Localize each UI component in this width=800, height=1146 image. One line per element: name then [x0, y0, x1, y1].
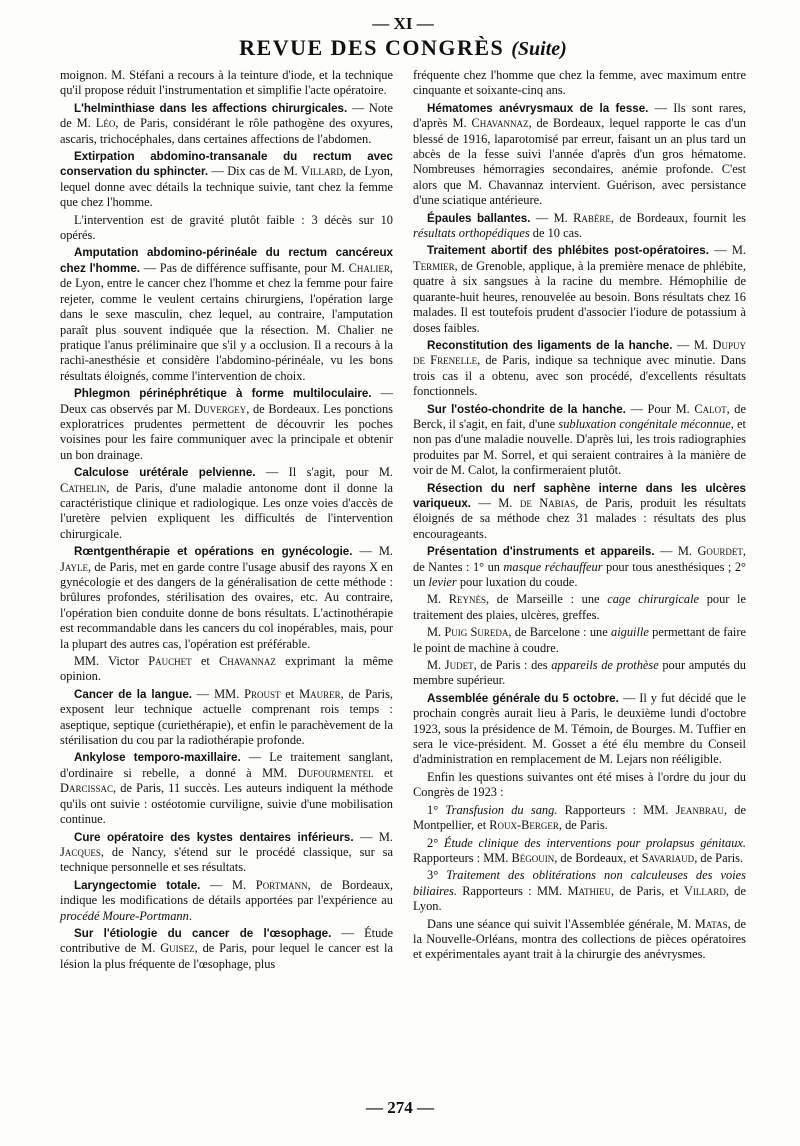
text-run: — Le traitement sanglant, d'ordinaire si rebelle, a donné à MM.: [60, 750, 393, 780]
text-run: Termier: [413, 258, 455, 273]
text-run: permettant de faire le point de machine à coudre.: [413, 625, 746, 655]
text-run: Léo: [95, 116, 116, 131]
text-run: , de Bordeaux. Les ponctions exploratrices prudentes permettent de découvrir les poches voisines pour les faire communiquer avec la principale et obtenir un bon drainage.: [60, 401, 393, 462]
text-run: 2°: [427, 835, 444, 850]
text-run: Chalier: [348, 260, 390, 275]
paragraph: [413, 544, 746, 590]
section-heading: Traitement abortif des phlébites post-opératoires.: [427, 244, 709, 258]
text-run: M.: [427, 625, 445, 640]
text-run: masque réchauffeur: [503, 559, 603, 574]
text-run: Puig Sureda: [444, 625, 509, 640]
text-run: , de la Nouvelle-Orléans, montra des collections de pièces opératoires et expérimentales ayant trait à la chirurgie des anévrysmes.: [413, 916, 746, 962]
text-run: Dufourmentel: [297, 765, 374, 780]
text-run: Gourdet: [697, 544, 743, 559]
text-run: , de Paris.: [558, 818, 608, 833]
section-heading: Assemblée générale du 5 octobre.: [427, 691, 619, 705]
paragraph: [60, 544, 393, 652]
section-heading: Cure opératoire des kystes dentaires inférieurs.: [74, 830, 354, 844]
text-run: Mathieu: [567, 883, 611, 898]
text-run: Darcissac: [60, 781, 113, 796]
paragraph: [413, 211, 746, 242]
text-run: Reynès: [448, 592, 487, 607]
text-run: pour luxation du coude.: [456, 575, 578, 589]
section-heading: Extirpation abdomino-transanale du rectum avec conservation du sphincter.: [60, 150, 393, 179]
text-run: Traitement des oblitérations non calculeuses des voies biliaires.: [413, 868, 747, 898]
section-heading: Sur l'étiologie du cancer de l'œsophage.: [74, 926, 332, 940]
text-run: — Note de M.: [60, 100, 393, 131]
text-run: de Nabias: [519, 495, 576, 510]
text-run: Jacques: [60, 844, 101, 859]
text-run: , de Paris, d'une maladie antonome dont il donne la caractéristique clinique et radiologique. Les onze voies d'accès de l'uretère pelvien expliquent les difficultés de l'intervention chirurgicale.: [60, 480, 393, 541]
section-heading: Ankylose temporo-maxillaire.: [74, 751, 241, 765]
text-run: Enfin les questions suivantes ont été mises à l'ordre du jour du Congrès de 1923 :: [413, 769, 746, 800]
paragraph: [413, 625, 746, 656]
text-run: Transfusion du sang.: [445, 802, 558, 817]
text-run: , de Nancy, s'étend sur le procédé classique, sur sa technique personnelle et ses résultats.: [60, 844, 393, 875]
two-column-body: [60, 68, 746, 974]
text-run: Proust: [244, 686, 281, 701]
text-run: Rapporteurs : MM.: [456, 883, 568, 898]
paragraph: [413, 481, 746, 543]
text-run: subluxation congénitale méconnue: [558, 416, 731, 431]
section-heading: Laryngectomie totale.: [74, 878, 201, 892]
text-run: appareils de prothèse: [551, 658, 659, 673]
text-run: moignon. M. Stéfani a recours à la teinture d'iode, et la technique qu'il propose réduit l'instrumentation et simplifie l'acte opératoire.: [60, 68, 393, 98]
paragraph: [60, 213, 393, 244]
paragraph: [60, 149, 393, 211]
text-run: Dupuy de Frenelle: [413, 337, 746, 368]
paragraph: [60, 654, 393, 685]
paragraph: [413, 917, 746, 963]
text-run: — M.: [200, 877, 256, 892]
text-run: , de Marseille : une: [486, 592, 608, 607]
text-run: , de Paris, 11 succès. Les auteurs indiquent la méthode qu'ils ont suivie : ostéotomie curviligne, suivie d'une mobilisation continue.: [60, 781, 393, 827]
text-run: , de Nantes : 1° un: [413, 544, 746, 574]
text-run: fréquente chez l'homme que chez la femme, avec maximum entre cinquante et soixante-cinq ans.: [413, 68, 746, 98]
text-run: , de Berck, il s'agit, en fait, d'une: [413, 401, 746, 431]
text-run: — Deux cas observés par M.: [60, 386, 393, 416]
text-run: résultats orthopédiques: [413, 226, 530, 241]
text-run: Jeanbrau: [675, 802, 724, 817]
section-heading: Présentation d'instruments et appareils.: [427, 545, 655, 559]
left-column: [60, 68, 393, 974]
text-run: — M.: [672, 337, 713, 352]
paragraph: [60, 245, 393, 384]
text-run: exprimant la même opinion.: [60, 654, 394, 684]
page-number: — 274 —: [366, 1098, 434, 1117]
paragraph: [60, 68, 393, 99]
paragraph: [413, 836, 746, 867]
paragraph: [413, 402, 746, 479]
section-heading: Reconstitution des ligaments de la hanche.: [427, 338, 673, 352]
text-run: — MM.: [192, 686, 245, 701]
text-run: Roux-Berger: [489, 818, 559, 833]
roman-page-number: — XI —: [372, 14, 434, 33]
text-run: , de Paris : des: [473, 658, 552, 673]
text-run: — Il y fut décidé que le prochain congrès aurait lieu à Paris, le deuxième lundi d'octobre 1923, sous la présidence de M. Témoin, de Bourges. M. Tuffier en sera le vice-président. M. Gosset a été élu membre du Conseil d'administration en remplacement de M. Lejars non rééligible.: [413, 690, 746, 767]
text-run: — M.: [471, 495, 520, 510]
text-run: — M.: [353, 829, 393, 844]
section-heading: Hématomes anévrysmaux de la fesse.: [427, 101, 649, 115]
text-run: de 10 cas.: [529, 226, 582, 241]
text-run: , de Paris.: [694, 850, 744, 865]
text-run: M.: [427, 592, 449, 607]
text-run: Dans une séance qui suivit l'Assemblée générale, M.: [427, 916, 695, 931]
section-heading: Sur l'ostéo-chondrite de la hanche.: [427, 402, 626, 416]
text-run: — M.: [654, 544, 698, 559]
text-run: 1°: [427, 802, 446, 817]
text-run: Bégouin: [511, 850, 555, 865]
text-run: , de Bordeaux, lequel rapporte le cas d'un blessé de 1916, laparotomisé par erreur, faisant un an plus tard un abcès de la fesse suivi l'année d'après d'un gros hématome. Nombreuses hémorragies secondaires, anémie profonde. C'est alors que M. Chavannaz intervient. Guérison, avec persistance d'une sciatique antérieure.: [413, 116, 746, 208]
text-run: — M.: [352, 544, 394, 559]
text-run: , et non pas d'une maladie nouvelle. D'après lui, les trois radiographies produites par M. Sorrel, et qui seraient contraires à la manière de voir de M. Calot, la confirmeraient plutôt.: [413, 416, 746, 478]
text-run: , de Paris, met en garde contre l'usage abusif des rayons X en gynécologie et des dangers de la généralisation de cette méthode : brûlures profondes, stérilisation des ovaires, etc. Au contraire, l'opération bien conduite donne de bons résultats. L'actinothérapie est recommandable dans les cancers du col inopérables, mais, pour la plupart des autres cas, l'opération est préférable.: [60, 559, 393, 651]
paragraph: [60, 878, 393, 924]
paragraph: [60, 465, 393, 542]
text-run: Chavannaz: [218, 654, 276, 669]
paragraph: [60, 687, 393, 749]
text-run: et: [373, 765, 393, 780]
right-column: [413, 68, 746, 974]
text-run: M.: [427, 658, 445, 673]
text-run: Savariaud: [641, 850, 695, 865]
text-run: , de Lyon, lequel donne avec détails la technique suivie, tant chez la femme que chez l'homme.: [60, 164, 393, 210]
text-run: , de Lyon, entre le cancer chez l'homme et chez la femme pour faire rejeter, comme le veulent certains chirurgiens, l'opération large dans le sexe masculin, chez lequel, au contraire, l'amputation paraît plus souvent indiquée que la résection. M. Chalier ne pratique l'anus préliminaire que s'il y a occlusion. Il a recours à la rachi-anesthésie et considère l'abdomino-périnéale, vu les bons résultats éloignés, comme l'intervention de choix.: [60, 260, 393, 383]
text-run: , de Montpellier, et: [413, 802, 746, 833]
text-run: , de Grenoble, applique, à la première menace de phlébite, quatre à six sangsues à la racine du membre. Hémophilie de quarante-huit heures, renouvelée au besoin. Bons résultats chez 16 malades. Il est toutefois prudent d'associer l'iodure de potassium à doses faibles.: [413, 258, 746, 335]
text-run: MM. Victor: [74, 654, 149, 669]
text-run: , de Paris, pour lequel le cancer est la lésion la plus fréquente de l'œsophage, plus: [60, 941, 393, 971]
text-run: pour amputés du membre supérieur.: [413, 658, 746, 688]
text-run: cage chirurgicale: [607, 592, 700, 607]
text-run: Villard: [683, 883, 726, 898]
paragraph: [413, 592, 746, 623]
paragraph: [60, 926, 393, 972]
text-run: Villard: [300, 164, 343, 179]
text-run: , de Paris, considérant le rôle pathogène des oxyures, ascaris, trichocéphales, dans certaines affections de l'abdomen.: [60, 116, 393, 146]
text-run: L'intervention est de gravité plutôt faible : 3 décès sur 10 opérés.: [60, 212, 393, 243]
text-run: — M.: [708, 243, 747, 258]
section-heading: Calculose urétérale pelvienne.: [74, 466, 256, 480]
section-heading: Résection du nerf saphène interne dans les ulcères variqueux.: [413, 481, 746, 510]
paragraph: [413, 101, 746, 209]
text-run: Chavannaz: [471, 116, 529, 131]
paragraph: [60, 830, 393, 876]
text-run: , de Bordeaux, fournit les: [610, 210, 746, 225]
text-run: — Il s'agit, pour M.: [255, 465, 393, 480]
text-run: — Dix cas de M.: [208, 164, 301, 179]
text-run: , de Bordeaux, indique les modifications de détails apportées par l'expérience au: [60, 877, 393, 908]
section-heading: Cancer de la langue.: [74, 687, 192, 701]
section-heading: Épaules ballantes.: [427, 211, 531, 225]
text-run: .: [188, 908, 192, 923]
text-run: Guisez: [160, 941, 195, 956]
text-run: , de Bordeaux, et: [554, 850, 642, 865]
text-run: , de Lyon.: [413, 883, 747, 914]
text-run: et: [191, 654, 219, 669]
text-run: Pauchet: [148, 654, 192, 669]
text-run: Rabère: [573, 210, 611, 225]
paragraph: [413, 658, 746, 689]
text-run: Rapporteurs : MM.: [557, 802, 676, 817]
text-run: pour tous anesthésiques ; 2° un: [413, 559, 746, 589]
paragraph: [60, 750, 393, 827]
text-run: Jayle: [60, 559, 88, 574]
paragraph: [413, 338, 746, 400]
section-heading: Rœntgenthérapie et opérations en gynécologie.: [74, 545, 353, 559]
paragraph: [60, 101, 393, 147]
text-run: procédé Moure-Portmann: [60, 908, 189, 923]
text-run: et: [280, 686, 300, 701]
text-run: Maurer: [299, 686, 341, 701]
text-run: Rapporteurs : MM.: [413, 850, 512, 865]
text-run: , de Paris, produit les résultats éloignés de sa méthode chez 31 malades : résultats des plus encourageants.: [413, 495, 746, 541]
text-run: — Étude contributive de M.: [60, 925, 393, 956]
text-run: , de Paris, indique sa technique avec minutie. Dans trois cas il a obtenu, avec son procédé, d'excellents résultats fonctionnels.: [413, 353, 747, 399]
title-suite: (Suite): [511, 38, 567, 60]
text-run: 3°: [427, 868, 447, 883]
paragraph: [413, 770, 746, 801]
text-run: aiguille: [611, 625, 649, 640]
text-run: pour le traitement des plaies, ulcères, greffes.: [413, 592, 747, 622]
text-run: — Pour M.: [625, 401, 695, 416]
section-heading: Phlegmon périnéphrétique à forme multiloculaire.: [74, 387, 372, 401]
text-run: — Ils sont rares, d'après M.: [413, 100, 746, 131]
text-run: , de Paris, et: [610, 883, 684, 898]
text-run: Judet: [444, 658, 474, 673]
text-run: Calot: [694, 401, 727, 416]
text-run: levier: [428, 575, 457, 589]
paragraph: [60, 386, 393, 463]
paragraph: [413, 803, 746, 834]
running-title: [60, 34, 746, 62]
paragraph: [413, 243, 746, 335]
text-run: Duvergey: [194, 401, 247, 416]
paragraph: [413, 691, 746, 768]
text-run: , de Paris, exposent leur technique actuelle comprenant rois temps : aseptique, septique (curiethérapie), et enfin le parachèvement de la stérilisation du cou par la radiothérapie profonde.: [60, 686, 393, 748]
paragraph: [413, 868, 746, 914]
title-text: REVUE DES CONGRÈS: [239, 35, 505, 60]
section-heading: L'helminthiase dans les affections chirurgicales.: [74, 101, 348, 115]
text-run: — M.: [530, 210, 574, 225]
text-run: Cathelin: [60, 480, 107, 495]
text-run: Étude clinique des interventions pour prolapsus génitaux.: [443, 835, 746, 850]
text-run: Matas: [694, 916, 728, 931]
text-run: Portmann: [255, 877, 308, 892]
paragraph: [413, 68, 746, 99]
text-run: , de Barcelone : une: [508, 625, 612, 640]
section-heading: Amputation abdomino-périnéale du rectum cancéreux chez l'homme.: [60, 246, 393, 275]
text-run: — Pas de différence suffisante, pour M.: [140, 260, 349, 275]
